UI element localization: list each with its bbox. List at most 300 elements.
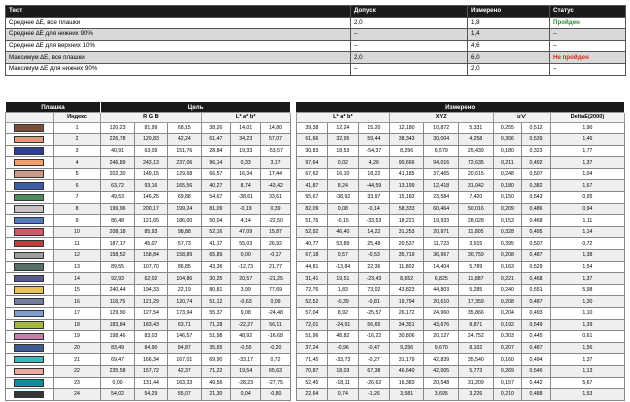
value-v: 0,382 bbox=[522, 180, 551, 192]
value-ma: 16,10 bbox=[327, 168, 358, 180]
summary-tolerance: – bbox=[351, 29, 468, 41]
summary-header-cell: Допуск bbox=[351, 6, 468, 18]
color-swatch bbox=[14, 240, 44, 248]
value-ml: 52,52 bbox=[296, 296, 327, 308]
value-g: 81,99 bbox=[134, 122, 167, 134]
value-g: 183,43 bbox=[134, 319, 167, 331]
color-swatch bbox=[14, 170, 44, 178]
value-g: 121,65 bbox=[134, 215, 167, 227]
value-ma: -0,15 bbox=[327, 215, 358, 227]
value-x: 13,199 bbox=[389, 180, 424, 192]
patch-row bbox=[6, 342, 625, 354]
value-ml: 57,04 bbox=[296, 308, 327, 320]
summary-tolerance: 2,0 bbox=[351, 52, 468, 64]
value-mb: -44,59 bbox=[358, 180, 389, 192]
value-tb: -24,48 bbox=[261, 308, 291, 320]
value-u: 0,208 bbox=[493, 296, 522, 308]
value-u: 0,395 bbox=[493, 238, 522, 250]
value-ma: 53,89 bbox=[327, 238, 358, 250]
value-ma: 18,53 bbox=[327, 145, 358, 157]
value-ml: 82,09 bbox=[296, 203, 327, 215]
color-swatch-cell bbox=[6, 134, 54, 146]
value-g: 127,54 bbox=[134, 308, 167, 320]
value-ta: 55,03 bbox=[231, 238, 261, 250]
value-y: 11,723 bbox=[424, 238, 459, 250]
value-r: 54,02 bbox=[101, 389, 134, 401]
value-tl: 30,25 bbox=[201, 273, 231, 285]
value-z: 5,285 bbox=[459, 284, 494, 296]
patch-row bbox=[6, 389, 625, 401]
value-r: 202,30 bbox=[101, 168, 134, 180]
value-de: 5,98 bbox=[550, 284, 624, 296]
value-x: 46,640 bbox=[389, 365, 424, 377]
value-x: 43,823 bbox=[389, 284, 424, 296]
value-ma: 19,51 bbox=[327, 273, 358, 285]
value-tl: 66,57 bbox=[201, 168, 231, 180]
patch-index: 19 bbox=[53, 331, 101, 343]
value-de: 0,61 bbox=[550, 331, 624, 343]
summary-status: – bbox=[550, 29, 626, 41]
value-ml: 51,76 bbox=[296, 215, 327, 227]
value-ta: 47,09 bbox=[231, 226, 261, 238]
value-tl: 54,67 bbox=[201, 192, 231, 204]
value-ma: 46,40 bbox=[327, 226, 358, 238]
value-v: 0,551 bbox=[522, 284, 551, 296]
value-z: 11,805 bbox=[459, 226, 494, 238]
value-b: 104,86 bbox=[168, 273, 201, 285]
summary-status: – bbox=[550, 63, 626, 75]
value-ma: -33,73 bbox=[327, 354, 358, 366]
value-ml: 61,66 bbox=[296, 134, 327, 146]
color-swatch-cell bbox=[6, 180, 54, 192]
value-y: 12,418 bbox=[424, 180, 459, 192]
value-x: 58,333 bbox=[389, 203, 424, 215]
value-ma: -38,92 bbox=[327, 192, 358, 204]
value-r: 63,72 bbox=[101, 180, 134, 192]
summary-status: Не пройден bbox=[550, 52, 626, 64]
value-b: 146,57 bbox=[168, 331, 201, 343]
value-r: 235,58 bbox=[101, 365, 134, 377]
value-tl: 28,84 bbox=[201, 145, 231, 157]
value-b: 165,56 bbox=[168, 180, 201, 192]
value-x: 11,802 bbox=[389, 261, 424, 273]
value-g: 200,17 bbox=[134, 203, 167, 215]
patch-index: 22 bbox=[53, 365, 101, 377]
value-ma: -13,84 bbox=[327, 261, 358, 273]
color-swatch-cell bbox=[6, 122, 54, 134]
value-g: 121,29 bbox=[134, 296, 167, 308]
value-g: 194,33 bbox=[134, 284, 167, 296]
value-mb: 56,65 bbox=[358, 319, 389, 331]
value-r: 118,75 bbox=[101, 296, 134, 308]
value-mb: -33,53 bbox=[358, 215, 389, 227]
rgb-header: R G B bbox=[101, 113, 201, 123]
value-r: 83,49 bbox=[101, 342, 134, 354]
value-ta: -22,27 bbox=[231, 319, 261, 331]
value-ta: 14,01 bbox=[231, 122, 261, 134]
value-v: 0,492 bbox=[522, 157, 551, 169]
value-mb: 14,22 bbox=[358, 226, 389, 238]
color-swatch bbox=[14, 298, 44, 306]
color-swatch-cell bbox=[6, 250, 54, 262]
value-ml: 52,92 bbox=[296, 226, 327, 238]
color-swatch-cell bbox=[6, 319, 54, 331]
value-y: 44,803 bbox=[424, 284, 459, 296]
value-r: 226,78 bbox=[101, 134, 134, 146]
patch-detail-table bbox=[5, 102, 625, 401]
color-swatch bbox=[14, 263, 44, 271]
value-ta: 8,74 bbox=[231, 180, 261, 192]
value-de: 1,53 bbox=[550, 389, 624, 401]
value-y: 19,933 bbox=[424, 215, 459, 227]
value-v: 0,468 bbox=[522, 273, 551, 285]
value-tl: 51,98 bbox=[201, 331, 231, 343]
value-ml: 37,24 bbox=[296, 342, 327, 354]
color-swatch bbox=[14, 356, 44, 364]
value-ta: 48,92 bbox=[231, 331, 261, 343]
color-swatch-cell bbox=[6, 354, 54, 366]
value-g: 149,15 bbox=[134, 168, 167, 180]
value-z: 31,042 bbox=[459, 180, 494, 192]
color-swatch-cell bbox=[6, 331, 54, 343]
value-de: 1,37 bbox=[550, 157, 624, 169]
color-swatch bbox=[14, 147, 44, 155]
value-x: 26,172 bbox=[389, 308, 424, 320]
value-ml: 97,64 bbox=[296, 157, 327, 169]
value-mb: 67,38 bbox=[358, 365, 389, 377]
value-tl: 80,81 bbox=[201, 284, 231, 296]
value-z: 8,102 bbox=[459, 342, 494, 354]
color-swatch bbox=[14, 368, 44, 376]
summary-tolerance: 2,0 bbox=[351, 17, 468, 29]
value-u: 0,153 bbox=[493, 215, 522, 227]
color-swatch-cell bbox=[6, 238, 54, 250]
value-ma: -0,39 bbox=[327, 296, 358, 308]
value-ml: 31,41 bbox=[296, 273, 327, 285]
value-tl: 35,65 bbox=[201, 342, 231, 354]
value-r: 208,18 bbox=[101, 226, 134, 238]
value-r: 0,00 bbox=[101, 377, 134, 389]
patch-row bbox=[6, 250, 625, 262]
value-b: 98,88 bbox=[168, 226, 201, 238]
value-tb: -43,42 bbox=[261, 180, 291, 192]
measured-lab-header: L* a* b* bbox=[296, 113, 389, 123]
patch-row bbox=[6, 226, 625, 238]
color-swatch-cell bbox=[6, 377, 54, 389]
value-g: 166,34 bbox=[134, 354, 167, 366]
value-tb: -21,25 bbox=[261, 273, 291, 285]
value-mb: 33,97 bbox=[358, 192, 389, 204]
patch-row bbox=[6, 168, 625, 180]
value-ta: -33,17 bbox=[231, 354, 261, 366]
value-mb: -0,47 bbox=[358, 342, 389, 354]
value-x: 3,581 bbox=[389, 389, 424, 401]
value-mb: -1,26 bbox=[358, 389, 389, 401]
value-tl: 21,30 bbox=[201, 389, 231, 401]
value-ma: 0,08 bbox=[327, 203, 358, 215]
value-de: 1,30 bbox=[550, 296, 624, 308]
value-ta: 4,14 bbox=[231, 215, 261, 227]
patch-row bbox=[6, 273, 625, 285]
color-swatch bbox=[14, 136, 44, 144]
value-ta: 16,34 bbox=[231, 168, 261, 180]
value-mb: 15,20 bbox=[358, 122, 389, 134]
color-swatch bbox=[14, 194, 44, 202]
value-de: 1,90 bbox=[550, 122, 624, 134]
value-v: 0,486 bbox=[522, 203, 551, 215]
value-z: 28,028 bbox=[459, 215, 494, 227]
summary-table bbox=[5, 5, 626, 76]
value-ml: 52,45 bbox=[296, 377, 327, 389]
color-swatch-cell bbox=[6, 168, 54, 180]
value-ta: 34,23 bbox=[231, 134, 261, 146]
summary-test-name: Максимум ∆E, все плашки bbox=[6, 52, 351, 64]
color-swatch bbox=[14, 321, 44, 329]
value-r: 198,46 bbox=[101, 331, 134, 343]
summary-measured: 6,0 bbox=[468, 52, 550, 64]
value-de: 1,10 bbox=[550, 308, 624, 320]
value-x: 18,221 bbox=[389, 215, 424, 227]
value-tl: 96,14 bbox=[201, 157, 231, 169]
color-swatch-cell bbox=[6, 296, 54, 308]
value-g: 107,70 bbox=[134, 261, 167, 273]
value-tb: 65,63 bbox=[261, 365, 291, 377]
value-mb: 73,02 bbox=[358, 284, 389, 296]
summary-row bbox=[6, 52, 626, 64]
value-ma: 12,24 bbox=[327, 122, 358, 134]
value-y: 3,695 bbox=[424, 389, 459, 401]
color-swatch bbox=[14, 286, 44, 294]
value-u: 0,255 bbox=[493, 122, 522, 134]
value-x: 20,537 bbox=[389, 238, 424, 250]
value-b: 199,24 bbox=[168, 203, 201, 215]
value-ml: 72,01 bbox=[296, 319, 327, 331]
value-y: 30,004 bbox=[424, 134, 459, 146]
value-u: 0,180 bbox=[493, 145, 522, 157]
value-tb: -0,20 bbox=[261, 342, 291, 354]
patch-index: 7 bbox=[53, 192, 101, 204]
color-swatch-cell bbox=[6, 342, 54, 354]
xyz-header: XYZ bbox=[389, 113, 493, 123]
value-x: 41,185 bbox=[389, 168, 424, 180]
value-g: 45,07 bbox=[134, 238, 167, 250]
summary-tolerance: – bbox=[351, 40, 468, 52]
value-y: 9,670 bbox=[424, 342, 459, 354]
value-tl: 38,26 bbox=[201, 122, 231, 134]
patch-index: 5 bbox=[53, 168, 101, 180]
patch-index: 11 bbox=[53, 238, 101, 250]
value-mb: 22,36 bbox=[358, 261, 389, 273]
value-de: 1,13 bbox=[550, 365, 624, 377]
value-y: 20,971 bbox=[424, 226, 459, 238]
summary-header-row bbox=[6, 6, 626, 18]
summary-measured: 2,0 bbox=[468, 63, 550, 75]
value-u: 0,209 bbox=[493, 203, 522, 215]
value-z: 7,420 bbox=[459, 192, 494, 204]
value-de: 1,04 bbox=[550, 168, 624, 180]
value-b: 22,19 bbox=[168, 284, 201, 296]
summary-status: – bbox=[550, 40, 626, 52]
value-ml: 39,38 bbox=[296, 122, 327, 134]
value-y: 24,960 bbox=[424, 308, 459, 320]
value-v: 0,507 bbox=[522, 238, 551, 250]
patch-row bbox=[6, 215, 625, 227]
patch-row bbox=[6, 354, 625, 366]
value-g: 63,09 bbox=[134, 145, 167, 157]
value-tl: 81,09 bbox=[201, 203, 231, 215]
color-swatch bbox=[14, 344, 44, 352]
value-b: 167,01 bbox=[168, 354, 201, 366]
value-tl: 41,17 bbox=[201, 238, 231, 250]
value-tl: 43,36 bbox=[201, 261, 231, 273]
patch-group-header: Плашка bbox=[6, 102, 101, 113]
summary-header-cell: Статус bbox=[550, 6, 626, 18]
value-ma: 48,82 bbox=[327, 331, 358, 343]
value-g: 62,02 bbox=[134, 273, 167, 285]
patch-row bbox=[6, 238, 625, 250]
value-tb: 14,80 bbox=[261, 122, 291, 134]
value-b: 68,15 bbox=[168, 122, 201, 134]
value-x: 16,383 bbox=[389, 377, 424, 389]
value-ml: 22,64 bbox=[296, 389, 327, 401]
value-b: 173,94 bbox=[168, 308, 201, 320]
value-x: 34,351 bbox=[389, 319, 424, 331]
patch-row bbox=[6, 296, 625, 308]
value-u: 0,248 bbox=[493, 168, 522, 180]
value-g: 85,93 bbox=[134, 226, 167, 238]
color-swatch bbox=[14, 379, 44, 387]
color-swatch-cell bbox=[6, 215, 54, 227]
value-de: 1,14 bbox=[550, 226, 624, 238]
patch-row bbox=[6, 331, 625, 343]
value-b: 69,88 bbox=[168, 192, 201, 204]
value-tl: 69,90 bbox=[201, 354, 231, 366]
value-y: 6,579 bbox=[424, 145, 459, 157]
value-ta: 0,33 bbox=[231, 157, 261, 169]
value-x: 9,256 bbox=[389, 342, 424, 354]
value-y: 60,464 bbox=[424, 203, 459, 215]
summary-row bbox=[6, 63, 626, 75]
summary-test-name: Среднее ∆E, все плашки bbox=[6, 17, 351, 29]
patch-index: 12 bbox=[53, 250, 101, 262]
value-ma: 0,74 bbox=[327, 389, 358, 401]
patch-index: 14 bbox=[53, 273, 101, 285]
value-ml: 51,96 bbox=[296, 331, 327, 343]
value-mb: -0,14 bbox=[358, 203, 389, 215]
value-tb: -53,57 bbox=[261, 145, 291, 157]
value-v: 0,487 bbox=[522, 296, 551, 308]
value-u: 0,160 bbox=[493, 354, 522, 366]
value-ta: 3,99 bbox=[231, 284, 261, 296]
value-v: 0,487 bbox=[522, 342, 551, 354]
value-tb: 33,61 bbox=[261, 192, 291, 204]
value-ma: -0,96 bbox=[327, 342, 358, 354]
value-v: 0,495 bbox=[522, 226, 551, 238]
value-de: 1,56 bbox=[550, 342, 624, 354]
value-g: 120,83 bbox=[134, 134, 167, 146]
color-swatch-cell bbox=[6, 192, 54, 204]
value-tb: 17,44 bbox=[261, 168, 291, 180]
value-z: 4,258 bbox=[459, 134, 494, 146]
summary-row bbox=[6, 40, 626, 52]
value-de: 1,37 bbox=[550, 354, 624, 366]
color-swatch-cell bbox=[6, 365, 54, 377]
value-x: 15,183 bbox=[389, 192, 424, 204]
value-u: 0,221 bbox=[493, 273, 522, 285]
value-u: 0,240 bbox=[493, 284, 522, 296]
value-b: 151,76 bbox=[168, 145, 201, 157]
value-y: 36,967 bbox=[424, 250, 459, 262]
summary-tolerance: – bbox=[351, 63, 468, 75]
value-z: 35,540 bbox=[459, 354, 494, 366]
measured-group-header: Измерено bbox=[296, 102, 624, 113]
summary-measured: 4,6 bbox=[468, 40, 550, 52]
value-u: 0,157 bbox=[493, 377, 522, 389]
patch-index: 16 bbox=[53, 296, 101, 308]
summary-row bbox=[6, 29, 626, 41]
patch-index: 4 bbox=[53, 157, 101, 169]
color-swatch-cell bbox=[6, 203, 54, 215]
color-swatch bbox=[14, 310, 44, 318]
value-z: 5,773 bbox=[459, 365, 494, 377]
value-tb: -0,17 bbox=[261, 250, 291, 262]
value-r: 89,55 bbox=[101, 261, 134, 273]
value-ml: 72,76 bbox=[296, 284, 327, 296]
uv-header: u'v' bbox=[493, 113, 550, 123]
value-ma: -24,91 bbox=[327, 319, 358, 331]
value-y: 37,465 bbox=[424, 168, 459, 180]
value-z: 24,752 bbox=[459, 331, 494, 343]
patch-index: 21 bbox=[53, 354, 101, 366]
summary-measured: 1,4 bbox=[468, 29, 550, 41]
value-de: 0,95 bbox=[550, 192, 624, 204]
value-tb: 0,72 bbox=[261, 354, 291, 366]
value-mb: -0,27 bbox=[358, 354, 389, 366]
value-b: 237,06 bbox=[168, 157, 201, 169]
value-v: 0,442 bbox=[522, 377, 551, 389]
value-ml: 67,18 bbox=[296, 250, 327, 262]
color-swatch-cell bbox=[6, 261, 54, 273]
value-x: 31,179 bbox=[389, 354, 424, 366]
value-tl: 65,89 bbox=[201, 250, 231, 262]
value-b: 55,07 bbox=[168, 389, 201, 401]
value-de: 0,94 bbox=[550, 203, 624, 215]
value-v: 0,549 bbox=[522, 319, 551, 331]
value-z: 72,635 bbox=[459, 157, 494, 169]
value-x: 8,652 bbox=[389, 273, 424, 285]
value-tl: 51,12 bbox=[201, 296, 231, 308]
value-x: 19,794 bbox=[389, 296, 424, 308]
value-v: 0,468 bbox=[522, 215, 551, 227]
patch-index: 6 bbox=[53, 180, 101, 192]
patch-row bbox=[6, 377, 625, 389]
value-tl: 52,16 bbox=[201, 226, 231, 238]
color-swatch bbox=[14, 333, 44, 341]
value-r: 183,84 bbox=[101, 319, 134, 331]
value-r: 246,89 bbox=[101, 157, 134, 169]
value-tb: 56,11 bbox=[261, 319, 291, 331]
value-r: 158,52 bbox=[101, 250, 134, 262]
value-ta: -12,73 bbox=[231, 261, 261, 273]
value-tl: 50,04 bbox=[201, 215, 231, 227]
value-z: 20,615 bbox=[459, 168, 494, 180]
color-swatch-cell bbox=[6, 273, 54, 285]
value-y: 43,676 bbox=[424, 319, 459, 331]
summary-header-cell: Измерено bbox=[468, 6, 550, 18]
color-swatch-cell bbox=[6, 145, 54, 157]
color-swatch bbox=[14, 228, 44, 236]
value-v: 0,543 bbox=[522, 192, 551, 204]
